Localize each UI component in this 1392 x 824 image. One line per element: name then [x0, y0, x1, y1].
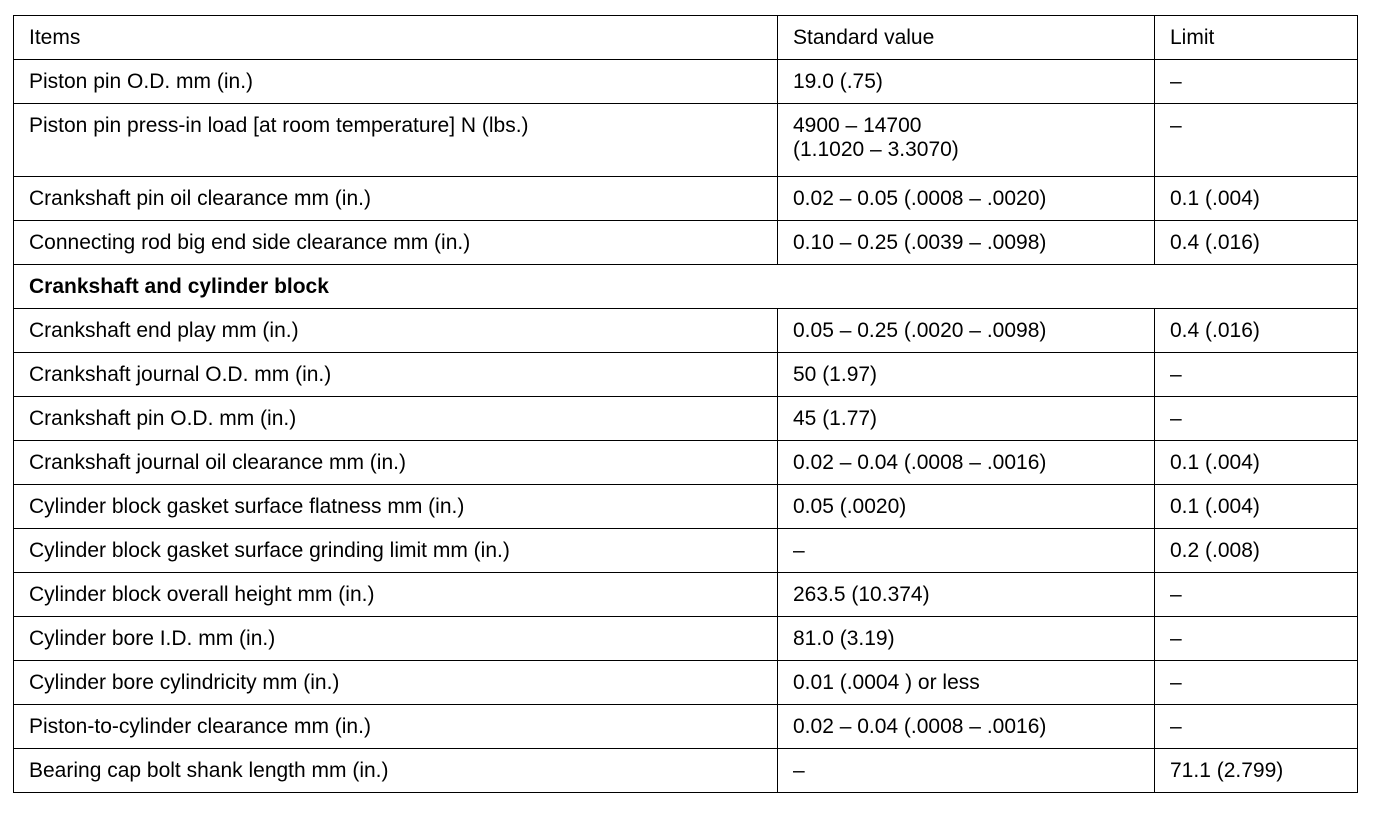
- item-cell: Bearing cap bolt shank length mm (in.): [14, 749, 778, 793]
- limit-cell: 0.1 (.004): [1155, 177, 1358, 221]
- standard-value-cell: –: [778, 529, 1155, 573]
- limit-cell: 0.4 (.016): [1155, 221, 1358, 265]
- table-row: [14, 309, 1358, 353]
- limit-cell: –: [1155, 353, 1358, 397]
- limit-cell: –: [1155, 104, 1358, 177]
- table-row: [14, 104, 1358, 177]
- item-cell: Crankshaft journal O.D. mm (in.): [14, 353, 778, 397]
- table-row: [14, 705, 1358, 749]
- standard-value-cell: 50 (1.97): [778, 353, 1155, 397]
- item-cell: Crankshaft pin oil clearance mm (in.): [14, 177, 778, 221]
- limit-cell: 0.1 (.004): [1155, 441, 1358, 485]
- table-row: [14, 661, 1358, 705]
- item-cell: Cylinder block gasket surface flatness mm (in.): [14, 485, 778, 529]
- standard-value-cell: –: [778, 749, 1155, 793]
- table-row: [14, 749, 1358, 793]
- header-standard-value: Standard value: [778, 16, 1155, 60]
- item-cell: Piston-to-cylinder clearance mm (in.): [14, 705, 778, 749]
- limit-cell: –: [1155, 705, 1358, 749]
- standard-value-cell: 0.02 – 0.04 (.0008 – .0016): [778, 441, 1155, 485]
- table-row: [14, 485, 1358, 529]
- limit-cell: 71.1 (2.799): [1155, 749, 1358, 793]
- table-row: [14, 353, 1358, 397]
- standard-value-cell: 263.5 (10.374): [778, 573, 1155, 617]
- table-header-row: [14, 16, 1358, 60]
- table-row: [14, 573, 1358, 617]
- header-limit: Limit: [1155, 16, 1358, 60]
- item-cell: Cylinder bore I.D. mm (in.): [14, 617, 778, 661]
- section-header-row: [14, 265, 1358, 309]
- limit-cell: –: [1155, 573, 1358, 617]
- table-row: [14, 441, 1358, 485]
- table-row: [14, 397, 1358, 441]
- spec-table: [13, 15, 1358, 793]
- standard-value-cell: 0.02 – 0.04 (.0008 – .0016): [778, 705, 1155, 749]
- limit-cell: 0.2 (.008): [1155, 529, 1358, 573]
- item-cell: Crankshaft end play mm (in.): [14, 309, 778, 353]
- limit-cell: –: [1155, 661, 1358, 705]
- limit-cell: –: [1155, 60, 1358, 104]
- item-cell: Piston pin press-in load [at room temperature] N (lbs.): [14, 104, 778, 177]
- standard-value-line: (1.1020 – 3.3070): [793, 138, 959, 161]
- standard-value-cell: 0.05 – 0.25 (.0020 – .0098): [778, 309, 1155, 353]
- table-row: [14, 617, 1358, 661]
- item-cell: Cylinder block overall height mm (in.): [14, 573, 778, 617]
- standard-value-cell: 45 (1.77): [778, 397, 1155, 441]
- header-items: Items: [14, 16, 778, 60]
- standard-value-cell: [778, 104, 1155, 177]
- limit-cell: 0.1 (.004): [1155, 485, 1358, 529]
- item-cell: Crankshaft journal oil clearance mm (in.): [14, 441, 778, 485]
- limit-cell: –: [1155, 617, 1358, 661]
- standard-value-cell: 0.02 – 0.05 (.0008 – .0020): [778, 177, 1155, 221]
- table-row: [14, 60, 1358, 104]
- item-cell: Cylinder bore cylindricity mm (in.): [14, 661, 778, 705]
- item-cell: Crankshaft pin O.D. mm (in.): [14, 397, 778, 441]
- standard-value-cell: 0.01 (.0004 ) or less: [778, 661, 1155, 705]
- standard-value-cell: 19.0 (.75): [778, 60, 1155, 104]
- item-cell: Piston pin O.D. mm (in.): [14, 60, 778, 104]
- item-cell: Cylinder block gasket surface grinding limit mm (in.): [14, 529, 778, 573]
- standard-value-cell: 0.10 – 0.25 (.0039 – .0098): [778, 221, 1155, 265]
- limit-cell: –: [1155, 397, 1358, 441]
- standard-value-line: 4900 – 14700: [793, 114, 922, 137]
- standard-value-cell: 81.0 (3.19): [778, 617, 1155, 661]
- table-row: [14, 529, 1358, 573]
- table-row: [14, 221, 1358, 265]
- table-row: [14, 177, 1358, 221]
- item-cell: Connecting rod big end side clearance mm (in.): [14, 221, 778, 265]
- standard-value-cell: 0.05 (.0020): [778, 485, 1155, 529]
- limit-cell: 0.4 (.016): [1155, 309, 1358, 353]
- section-title: Crankshaft and cylinder block: [14, 265, 1358, 309]
